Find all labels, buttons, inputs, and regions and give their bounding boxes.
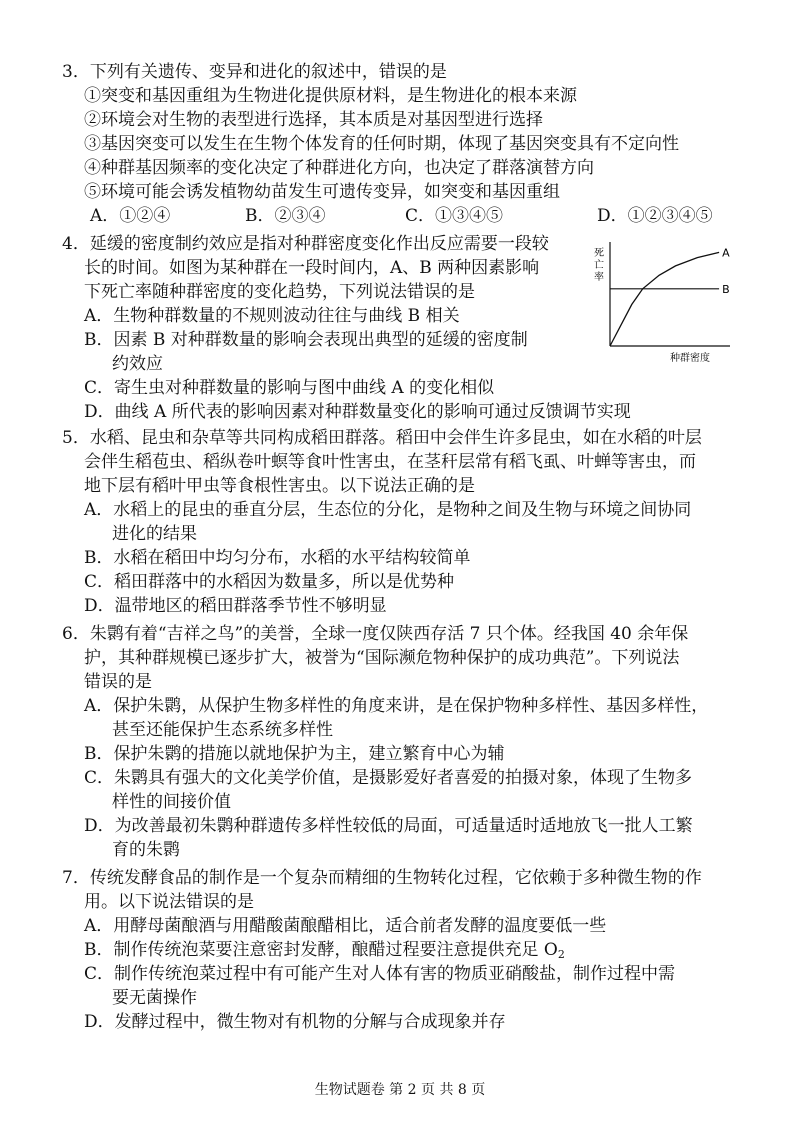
q6-option-a[interactable]: A．保护朱鹮，从保护生物多样性的角度来讲，是在保护物种多样性、基因多样性， bbox=[84, 696, 709, 716]
q4-option-b[interactable]: B．因素 B 对种群数量的影响会表现出典型的延缓的密度制 bbox=[84, 330, 528, 350]
q6-stem-line-2: 护，其种群规模已逐步扩大，被誉为“国际濒危物种保护的成功典范”。下列说法 bbox=[84, 648, 680, 668]
q5-option-b[interactable]: B．水稻在稻田中均匀分布，水稻的水平结构较简单 bbox=[84, 548, 471, 568]
q5-stem-line-1: 5．水稻、昆虫和杂草等共同构成稻田群落。稻田中会伴生许多昆虫，如在水稻的叶层 bbox=[62, 428, 702, 448]
chart-series-a-line bbox=[610, 252, 719, 346]
q4-stem-line-2: 长的时间。如图为某种群在一段时间内，A、B 两种因素影响 bbox=[84, 258, 540, 278]
q7-option-c-cont: 要无菌操作 bbox=[112, 988, 197, 1008]
q6-option-c[interactable]: C．朱鹮具有强大的文化美学价值，是摄影爱好者喜爱的拍摄对象，体现了生物多 bbox=[84, 768, 693, 788]
o2-subscript: 2 bbox=[557, 948, 565, 961]
q3-option-b[interactable]: B．②③④ bbox=[245, 206, 326, 226]
q5-stem-line-2: 会伴生稻苞虫、稻纵卷叶螟等食叶性害虫，在茎秆层常有稻飞虱、叶蝉等害虫，而 bbox=[84, 452, 696, 472]
chart-x-axis-label: 种群密度 bbox=[670, 353, 710, 364]
mortality-density-chart bbox=[590, 236, 740, 366]
q3-statement-2: ②环境会对生物的表型进行选择，其本质是对基因型进行选择 bbox=[84, 110, 543, 130]
q4-option-c[interactable]: C．寄生虫对种群数量的影响与图中曲线 A 的变化相似 bbox=[84, 378, 495, 398]
q6-option-d[interactable]: D．为改善最初朱鹮种群遗传多样性较低的局面，可适量适时适地放飞一批人工繁 bbox=[84, 816, 693, 836]
q6-option-c-cont: 样性的间接价值 bbox=[112, 792, 231, 812]
q7-option-d[interactable]: D．发酵过程中，微生物对有机物的分解与合成现象并存 bbox=[84, 1012, 506, 1032]
q6-option-d-cont: 育的朱鹮 bbox=[112, 840, 180, 860]
q5-option-a[interactable]: A．水稻上的昆虫的垂直分层，生态位的分化，是物种之间及生物与环境之间协同 bbox=[84, 500, 692, 520]
q3-option-d[interactable]: D．①②③④⑤ bbox=[597, 206, 713, 226]
q7-stem-line-1: 7．传统发酵食品的制作是一个复杂而精细的生物转化过程，它依赖于多种微生物的作 bbox=[62, 868, 702, 888]
q7-stem-line-2: 用。以下说法错误的是 bbox=[84, 892, 254, 912]
q6-option-a-cont: 甚至还能保护生态系统多样性 bbox=[112, 720, 333, 740]
q6-stem-line-1: 6．朱鹮有着“吉祥之鸟”的美誉，全球一度仅陕西存活 7 只个体。经我国 40 余年保 bbox=[62, 624, 689, 644]
q5-stem-line-3: 地下层有稻叶甲虫等食根性害虫。以下说法正确的是 bbox=[84, 476, 475, 496]
q4-option-a[interactable]: A．生物种群数量的不规则波动往往与曲线 B 相关 bbox=[84, 306, 460, 326]
q6-stem-line-3: 错误的是 bbox=[84, 672, 152, 692]
chart-y-axis-label: 死亡率 bbox=[594, 248, 604, 283]
q5-option-c[interactable]: C．稻田群落中的水稻因为数量多，所以是优势种 bbox=[84, 572, 455, 592]
q7-option-b[interactable] bbox=[84, 938, 565, 962]
q4-stem-line-3: 下死亡率随种群密度的变化趋势，下列说法错误的是 bbox=[84, 282, 475, 302]
q3-statement-1: ①突变和基因重组为生物进化提供原材料，是生物进化的根本来源 bbox=[84, 86, 577, 106]
q4-stem-line-1: 4．延缓的密度制约效应是指对种群密度变化作出反应需要一段较 bbox=[62, 234, 549, 254]
q6-option-b[interactable]: B．保护朱鹮的措施以就地保护为主，建立繁育中心为辅 bbox=[84, 744, 505, 764]
q4-option-b-cont: 约效应 bbox=[112, 354, 163, 374]
q3-option-c[interactable]: C．①③④⑤ bbox=[405, 206, 504, 226]
q5-option-a-cont: 进化的结果 bbox=[112, 524, 197, 544]
chart-series-a-label: A bbox=[722, 246, 730, 260]
q3-option-a[interactable]: A．①②④ bbox=[90, 206, 171, 226]
q7-option-a[interactable]: A．用酵母菌酿酒与用醋酸菌酿醋相比，适合前者发酵的温度要低一些 bbox=[84, 916, 607, 936]
q7-option-b-text: B．制作传统泡菜要注意密封发酵，酿醋过程要注意提供充足 O bbox=[84, 940, 558, 960]
q4-option-d[interactable]: D．曲线 A 所代表的影响因素对种群数量变化的影响可通过反馈调节实现 bbox=[84, 402, 631, 422]
chart-series-b-label: B bbox=[722, 282, 730, 296]
q3-statement-4: ④种群基因频率的变化决定了种群进化方向，也决定了群落演替方向 bbox=[84, 158, 594, 178]
q3-stem: 3．下列有关遗传、变异和进化的叙述中，错误的是 bbox=[62, 62, 447, 82]
q7-option-c[interactable]: C．制作传统泡菜过程中有可能产生对人体有害的物质亚硝酸盐，制作过程中需 bbox=[84, 964, 676, 984]
q3-options bbox=[0, 204, 800, 228]
q5-option-d[interactable]: D．温带地区的稻田群落季节性不够明显 bbox=[84, 596, 387, 616]
q3-statement-3: ③基因突变可以发生在生物个体发育的任何时期，体现了基因突变具有不定向性 bbox=[84, 134, 679, 154]
page-footer: 生物试题卷 第 2 页 共 8 页 bbox=[314, 1082, 486, 1098]
q3-statement-5: ⑤环境可能会诱发植物幼苗发生可遗传变异，如突变和基因重组 bbox=[84, 182, 560, 202]
